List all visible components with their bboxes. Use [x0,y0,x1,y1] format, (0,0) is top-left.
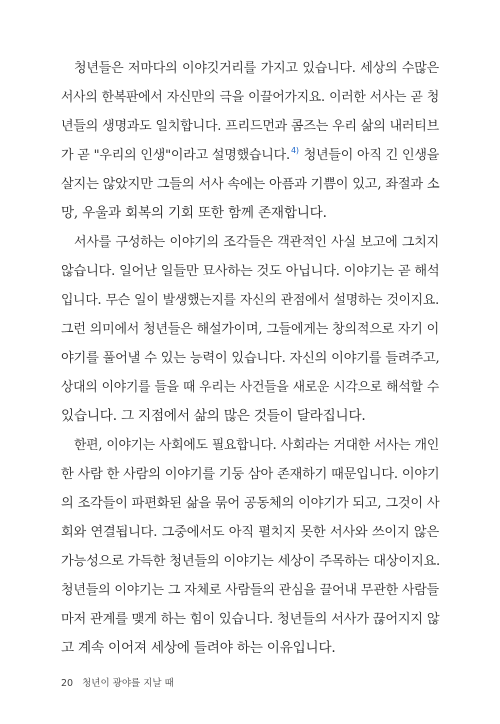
paragraph-3-line-2: 한 사람 한 사람의 이야기를 기둥 삼아 존재하기 때문입니다. 이야기 [61,467,440,482]
paragraph-2-line-2: 않습니다. 일어난 일들만 묘사하는 것도 아닙니다. 이야기는 곧 해석 [61,264,440,279]
paragraph-3-line-1: 한편, 이야기는 사회에도 필요합니다. 사회라는 거대한 서사는 개인 [74,438,439,453]
paragraph-2-line-7: 있습니다. 그 지점에서 삶의 많은 것들이 달라집니다. [61,408,366,424]
paragraph-1-line-4-text-after: 청년들이 아직 긴 인생을 [299,148,440,163]
paragraph-3-line-8: 고 계속 이어져 세상에 들려야 하는 이유입니다. [61,640,336,656]
paragraph-2-line-4: 그런 의미에서 청년들은 해설가이며, 그들에게는 창의적으로 자기 이 [61,322,439,337]
paragraph-1-line-4 [61,141,439,170]
paragraph-1-line-4-text-before: 가 곧 "우리의 인생"이라고 설명했습니다. [61,148,290,163]
paragraph-3-line-6: 청년들의 이야기는 그 자체로 사람들의 관심을 끌어내 무관한 사람들 [61,583,439,598]
paragraph-2-line-3: 입니다. 무슨 일이 발생했는지를 자신의 관점에서 설명하는 것이지요. [61,293,439,308]
running-book-title: 청년이 광야를 지날 때 [82,678,174,689]
footnote-reference-4[interactable]: 4) [290,146,299,155]
paragraph-3-line-7: 마저 관계를 맺게 하는 힘이 있습니다. 청년들의 서사가 끊어지지 않 [61,612,440,627]
page-footer [61,675,174,689]
paragraph-3-line-4: 회와 연결됩니다. 그중에서도 아직 펼치지 못한 서사와 쓰이지 않은 [61,525,439,540]
paragraph-1-line-2: 서사의 한복판에서 자신만의 극을 이끌어가지요. 이러한 서사는 곧 청 [61,90,439,105]
page-body [61,54,439,663]
paragraph-2-line-5: 야기를 풀어낼 수 있는 능력이 있습니다. 자신의 이야기를 들려주고, [61,351,440,366]
paragraph-1-line-1: 청년들은 저마다의 이야깃거리를 가지고 있습니다. 세상의 수많은 [74,61,439,76]
paragraph-3-line-3: 의 조각들이 파편화된 삶을 묶어 공동체의 이야기가 되고, 그것이 사 [61,496,440,511]
paragraph-2-line-6: 상대의 이야기를 들을 때 우리는 사건들을 새로운 시각으로 해석할 수 [61,380,439,395]
paragraph-1-line-3: 년들의 생명과도 일치합니다. 프리드먼과 콤즈는 우리 삶의 내러티브 [61,119,439,134]
paragraph-1-line-6: 망, 우울과 회복의 기회 또한 함께 존재합니다. [61,205,327,221]
paragraph-3-line-5: 가능성으로 가득한 청년들의 이야기는 세상이 주목하는 대상이지요. [61,554,441,569]
page-number: 20 [61,678,74,689]
paragraph-1-line-5: 살지는 않았지만 그들의 서사 속에는 아픔과 기쁨이 있고, 좌절과 소 [61,177,440,192]
paragraph-2-line-1: 서사를 구성하는 이야기의 조각들은 객관적인 사실 보고에 그치지 [74,235,439,250]
